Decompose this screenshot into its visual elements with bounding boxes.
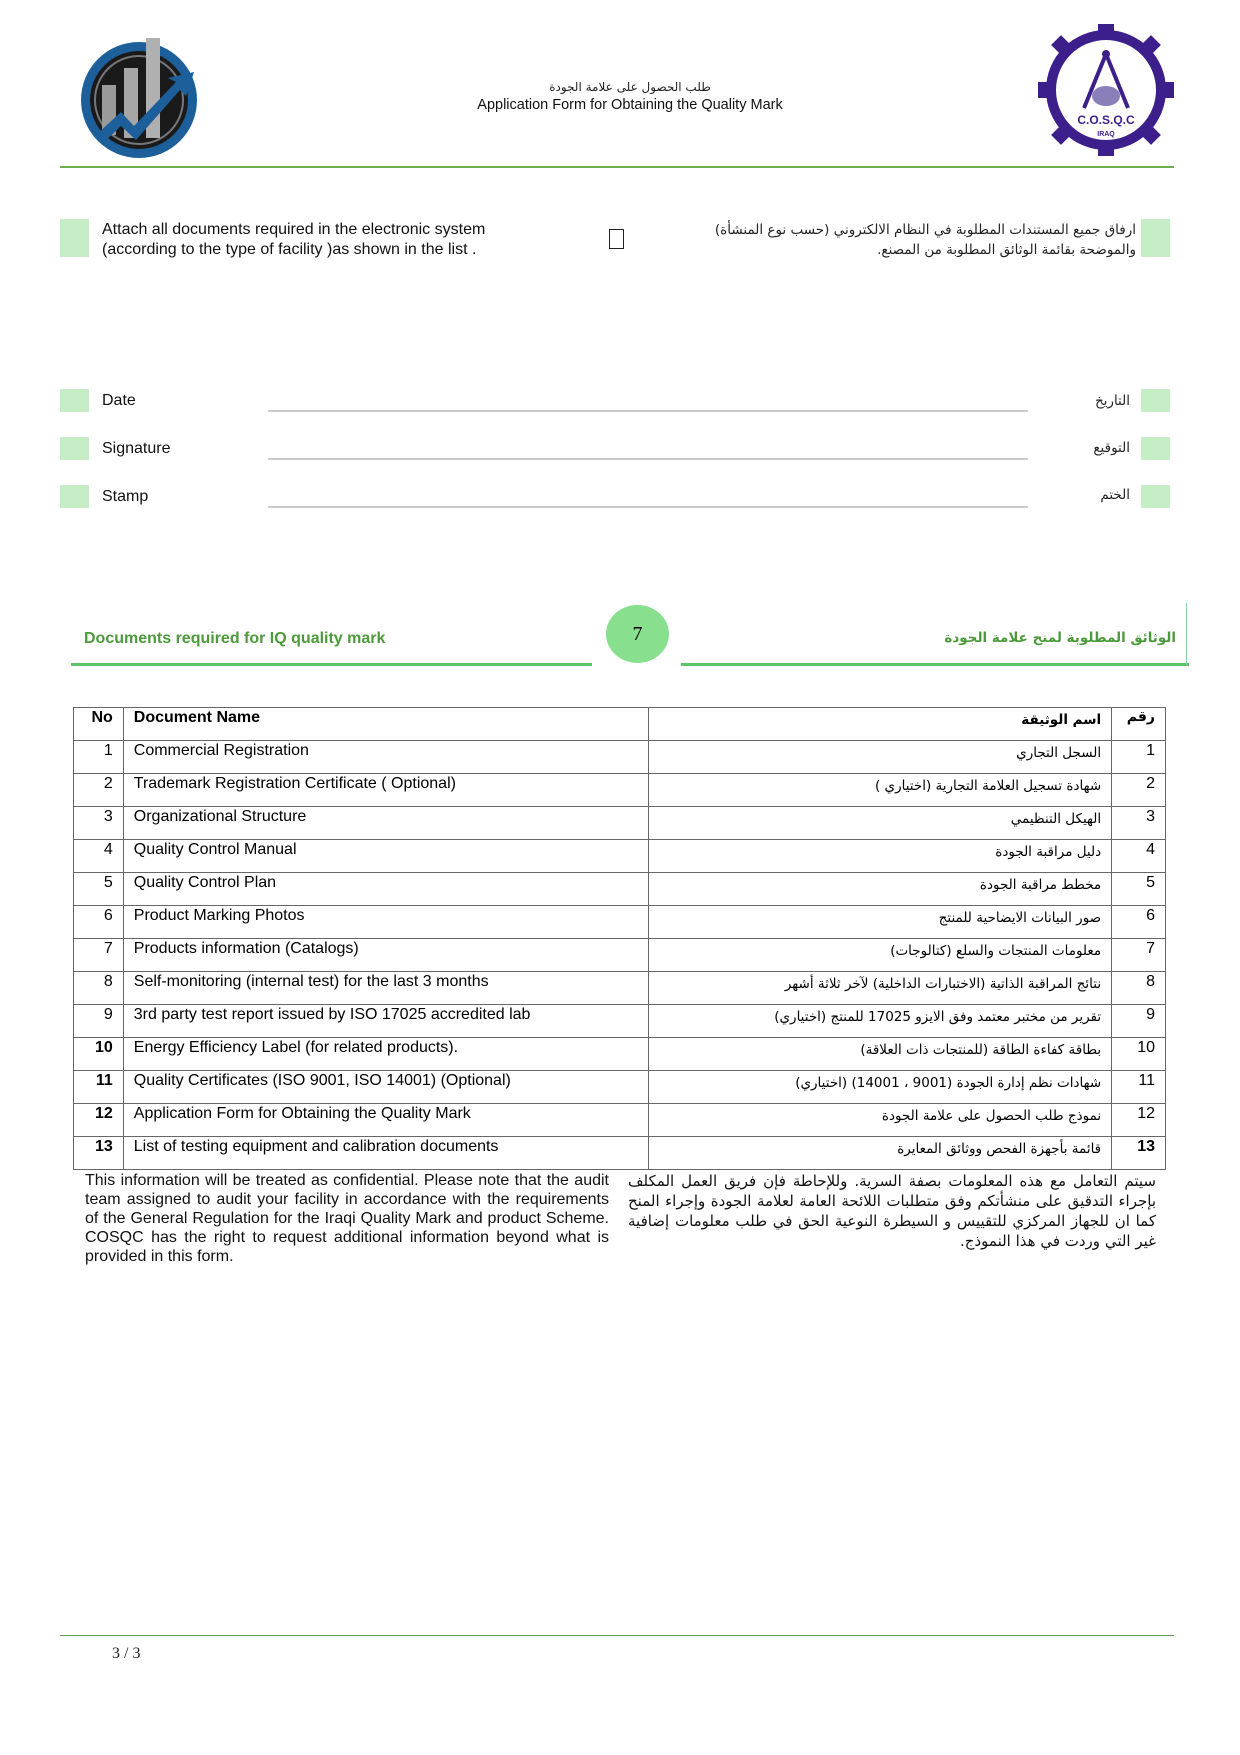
table-row <box>74 1071 1166 1104</box>
header-no-ar: رقم <box>1112 708 1166 741</box>
section-underline-left <box>71 663 592 666</box>
attach-instruction-en <box>102 220 562 260</box>
date-label-en: Date <box>102 392 136 409</box>
document-name-ar: بطاقة كفاءة الطاقة (للمنتجات ذات العلاقة) <box>648 1038 1111 1071</box>
table-row <box>74 906 1166 939</box>
row-number: 9 <box>74 1005 124 1038</box>
row-number: 3 <box>74 807 124 840</box>
section-number-badge <box>606 605 669 663</box>
required-documents-table <box>73 707 1166 1170</box>
attach-confirm-checkbox[interactable] <box>609 229 624 249</box>
table-row <box>74 972 1166 1005</box>
row-number-ar: 6 <box>1112 906 1166 939</box>
document-name-en: Quality Control Plan <box>123 873 648 906</box>
document-name-en: List of testing equipment and calibration documents <box>123 1137 648 1170</box>
table-row <box>74 1137 1166 1170</box>
attach-marker-left <box>60 219 89 257</box>
table-row <box>74 873 1166 906</box>
table-row <box>74 807 1166 840</box>
document-name-en: Product Marking Photos <box>123 906 648 939</box>
header-document-name-en: Document Name <box>123 708 648 741</box>
table-row <box>74 1104 1166 1137</box>
attach-marker-right <box>1141 219 1170 257</box>
row-number-ar: 5 <box>1112 873 1166 906</box>
footer-divider <box>60 1635 1174 1636</box>
svg-text:C.O.S.Q.C: C.O.S.Q.C <box>1077 113 1135 127</box>
section-underline-right <box>681 663 1189 666</box>
confidentiality-note-en: This information will be treated as confidential. Please note that the audit team assigned to audit your facility in accordance with the requirements of the General Regulation for the Iraqi Quality Mark and product Scheme. COSQC has the right to request additional information beyond what is provided in this form. <box>85 1172 609 1265</box>
row-number-ar: 2 <box>1112 774 1166 807</box>
document-name-en: Quality Control Manual <box>123 840 648 873</box>
header-title-en: Application Form for Obtaining the Quality Mark <box>477 97 783 113</box>
svg-text:IRAQ: IRAQ <box>1097 131 1115 138</box>
cosqc-logo <box>1038 24 1174 156</box>
document-name-ar: شهادة تسجيل العلامة التجارية (اختياري ) <box>648 774 1111 807</box>
table-row <box>74 1038 1166 1071</box>
row-number-ar: 10 <box>1112 1038 1166 1071</box>
document-name-en: Products information (Catalogs) <box>123 939 648 972</box>
document-name-en: Commercial Registration <box>123 741 648 774</box>
row-number: 2 <box>74 774 124 807</box>
date-label-ar: التاريخ <box>1094 393 1130 409</box>
table-row <box>74 741 1166 774</box>
confidentiality-note-ar: سيتم التعامل مع هذه المعلومات بصفة السرية. وللإحاطة فإن فريق العمل المكلف بإجراء التدقيق على منشأتكم وفق متطلبات اللائحة العامة لعلامة الجودة وإجراء المنح كما ان للجهاز المركزي للتقييس و السيطرة النوعية الحق في طلب معلومات إضافية غير التي وردت في هذا النموذج. <box>628 1172 1156 1250</box>
row-number-ar: 3 <box>1112 807 1166 840</box>
header-no: No <box>74 708 124 741</box>
section-title-en: Documents required for IQ quality mark <box>84 630 386 647</box>
table-header-row <box>74 708 1166 741</box>
document-name-ar: نموذج طلب الحصول على علامة الجودة <box>648 1104 1111 1137</box>
chart-growth-logo-icon <box>76 30 206 165</box>
document-name-ar: شهادات نظم إدارة الجودة (9001 ، 14001) (اختياري) <box>648 1071 1111 1104</box>
table-row <box>74 774 1166 807</box>
row-number-ar: 1 <box>1112 741 1166 774</box>
row-number: 5 <box>74 873 124 906</box>
row-number-ar: 8 <box>1112 972 1166 1005</box>
row-number: 7 <box>74 939 124 972</box>
page-number: 3 / 3 <box>112 1645 141 1662</box>
document-name-ar: صور البيانات الايضاحية للمنتج <box>648 906 1111 939</box>
document-name-en: Energy Efficiency Label (for related products). <box>123 1038 648 1071</box>
header-divider <box>60 166 1174 168</box>
row-number: 1 <box>74 741 124 774</box>
document-name-ar: مخطط مراقبة الجودة <box>648 873 1111 906</box>
header-title-ar: طلب الحصول على علامة الجودة <box>549 80 711 94</box>
stamp-input-line[interactable] <box>268 506 1028 508</box>
document-name-en: Quality Certificates (ISO 9001, ISO 14001) (Optional) <box>123 1071 648 1104</box>
row-number: 11 <box>74 1071 124 1104</box>
section-border-right <box>1186 603 1187 665</box>
row-number-ar: 12 <box>1112 1104 1166 1137</box>
row-number: 13 <box>74 1137 124 1170</box>
row-number-ar: 11 <box>1112 1071 1166 1104</box>
table-row <box>74 939 1166 972</box>
row-number-ar: 4 <box>1112 840 1166 873</box>
table-row <box>74 1005 1166 1038</box>
date-input-line[interactable] <box>268 410 1028 412</box>
document-name-en: 3rd party test report issued by ISO 17025 accredited lab <box>123 1005 648 1038</box>
attach-line-1-ar: ارفاق جميع المستندات المطلوبة في النظام الالكتروني (حسب نوع المنشأة) <box>714 222 1136 238</box>
row-number: 10 <box>74 1038 124 1071</box>
document-name-en: Self-monitoring (internal test) for the last 3 months <box>123 972 648 1005</box>
cosqc-gear-logo-icon <box>1038 24 1174 156</box>
row-number: 4 <box>74 840 124 873</box>
attach-line-1-en: Attach all documents required in the electronic system <box>102 221 486 238</box>
signature-marker-right <box>1141 437 1170 460</box>
signature-label-en: Signature <box>102 440 171 457</box>
stamp-label-en: Stamp <box>102 488 149 505</box>
section-title-ar: الوثائق المطلوبة لمنح علامة الجودة <box>944 630 1176 646</box>
row-number: 6 <box>74 906 124 939</box>
signature-marker-left <box>60 437 89 460</box>
row-number-ar: 13 <box>1112 1137 1166 1170</box>
attach-line-2-en: (according to the type of facility )as shown in the list . <box>102 241 477 258</box>
row-number-ar: 9 <box>1112 1005 1166 1038</box>
document-name-ar: تقرير من مختبر معتمد وفق الايزو 17025 للمنتج (اختياري) <box>648 1005 1111 1038</box>
section-number: 7 <box>632 622 643 645</box>
document-name-en: Organizational Structure <box>123 807 648 840</box>
row-number: 8 <box>74 972 124 1005</box>
document-name-ar: الهيكل التنظيمي <box>648 807 1111 840</box>
document-name-ar: السجل التجاري <box>648 741 1111 774</box>
document-name-ar: دليل مراقبة الجودة <box>648 840 1111 873</box>
document-name-ar: نتائج المراقبة الذاتية (الاختبارات الداخلية) لآخر ثلاثة أشهر <box>648 972 1111 1005</box>
attach-instruction-ar <box>700 220 1136 260</box>
date-marker-left <box>60 389 89 412</box>
document-name-ar: قائمة بأجهزة الفحص ووثائق المعايرة <box>648 1137 1111 1170</box>
document-name-en: Application Form for Obtaining the Quality Mark <box>123 1104 648 1137</box>
date-marker-right <box>1141 389 1170 412</box>
company-logo-left <box>76 30 206 165</box>
signature-label-ar: التوقيع <box>1093 440 1130 456</box>
document-name-ar: معلومات المنتجات والسلع (كتالوجات) <box>648 939 1111 972</box>
header-document-name-ar: اسم الوثيقة <box>648 708 1111 741</box>
document-name-en: Trademark Registration Certificate ( Optional) <box>123 774 648 807</box>
row-number: 12 <box>74 1104 124 1137</box>
table-row <box>74 840 1166 873</box>
stamp-marker-left <box>60 485 89 508</box>
attach-line-2-ar: والموضحة بقائمة الوثائق المطلوبة من المصنع. <box>877 242 1136 258</box>
row-number-ar: 7 <box>1112 939 1166 972</box>
signature-input-line[interactable] <box>268 458 1028 460</box>
stamp-marker-right <box>1141 485 1170 508</box>
stamp-label-ar: الختم <box>1100 487 1130 503</box>
